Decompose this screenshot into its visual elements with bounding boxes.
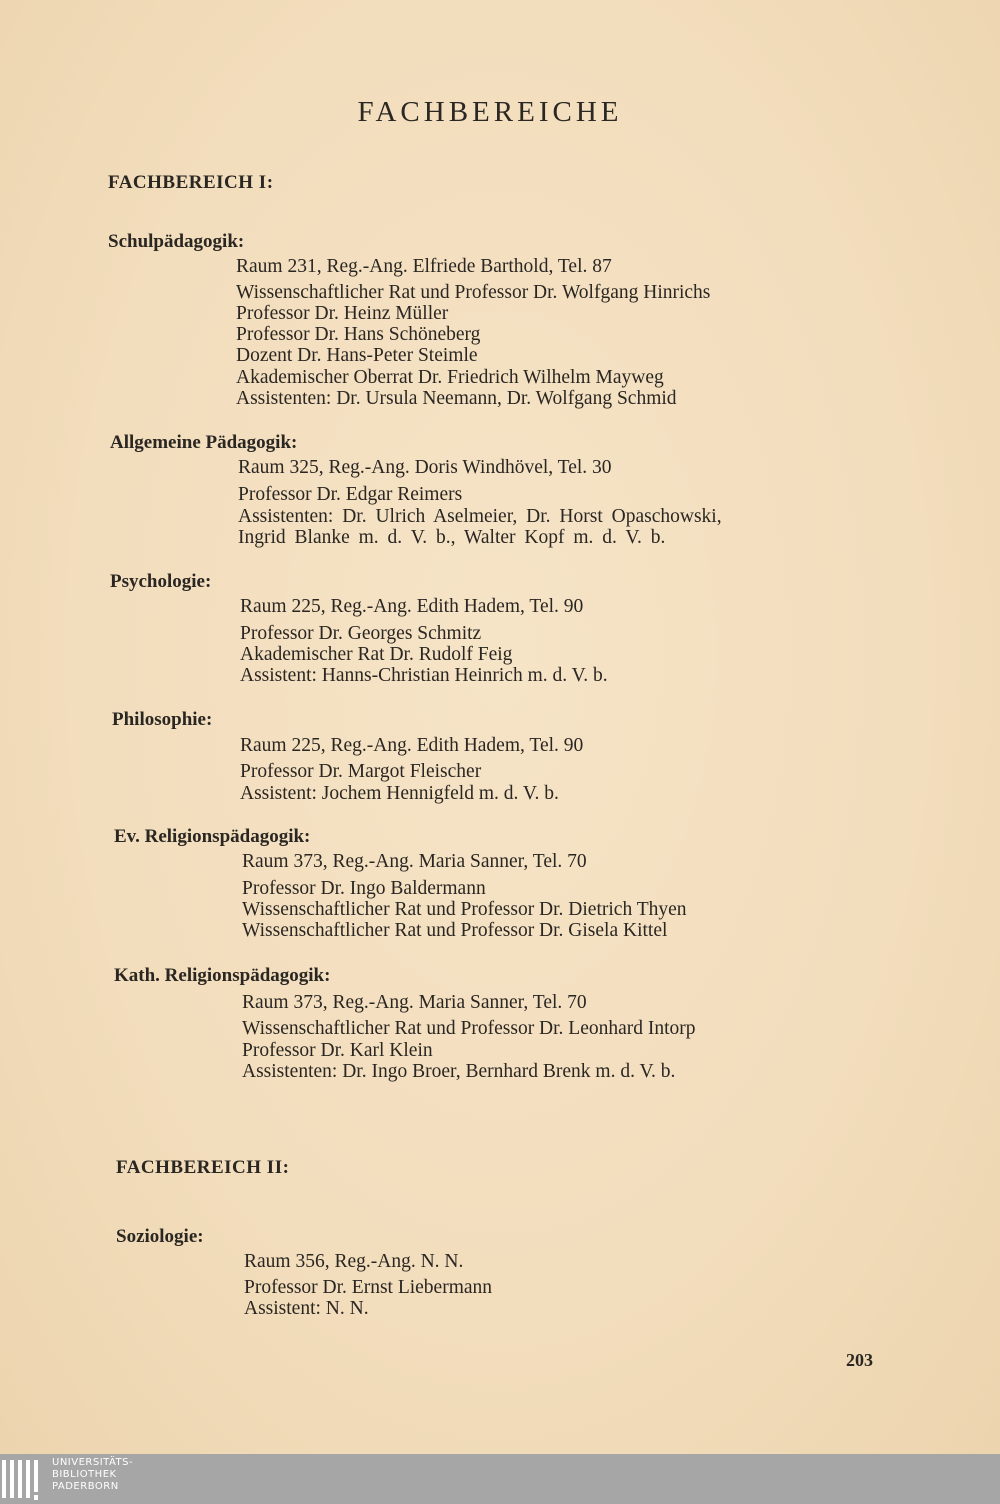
entry-line: Professor Dr. Edgar Reimers (238, 484, 463, 505)
entry-line: Wissenschaftlicher Rat und Professor Dr. Leonhard Intorp (242, 1018, 696, 1039)
entry-line: Assistenten: Dr. Ursula Neemann, Dr. Wolfgang Schmid (236, 388, 677, 409)
entry-line: Ingrid Blanke m. d. V. b., Walter Kopf m. d. V. b. (238, 527, 666, 548)
fachbereich-1-heading: FACHBEREICH I: (108, 172, 274, 193)
entry-line: Professor Dr. Georges Schmitz (240, 623, 482, 644)
entry-line: Wissenschaftlicher Rat und Professor Dr. Dietrich Thyen (242, 899, 687, 920)
logo-line: UNIVERSITÄTS- (52, 1457, 134, 1468)
entry-line: Professor Dr. Hans Schöneberg (236, 324, 481, 345)
entry-line: Raum 225, Reg.-Ang. Edith Hadem, Tel. 90 (240, 596, 584, 617)
library-logo-icon (2, 1460, 46, 1500)
section-heading-schulpaedagogik: Schulpädagogik: (108, 231, 245, 252)
section-heading-ev-religionspaedagogik: Ev. Religionspädagogik: (114, 826, 311, 847)
logo-line: PADERBORN (52, 1481, 119, 1492)
library-logo-text (52, 1457, 133, 1493)
page-title: FACHBEREICHE (357, 96, 623, 128)
entry-line: Assistent: Hanns-Christian Heinrich m. d. V. b. (240, 665, 608, 686)
entry-line: Raum 225, Reg.-Ang. Edith Hadem, Tel. 90 (240, 735, 584, 756)
entry-line: Wissenschaftlicher Rat und Professor Dr. Wolfgang Hinrichs (236, 282, 711, 303)
entry-line: Professor Dr. Karl Klein (242, 1040, 433, 1061)
entry-line: Assistenten: Dr. Ingo Broer, Bernhard Brenk m. d. V. b. (242, 1061, 676, 1082)
entry-line: Wissenschaftlicher Rat und Professor Dr. Gisela Kittel (242, 920, 668, 941)
entry-line: Professor Dr. Ingo Baldermann (242, 878, 486, 899)
library-footer-bar (0, 1454, 1000, 1504)
entry-line: Assistent: Jochem Hennigfeld m. d. V. b. (240, 783, 559, 804)
entry-line: Raum 325, Reg.-Ang. Doris Windhövel, Tel. 30 (238, 457, 612, 478)
entry-line: Professor Dr. Ernst Liebermann (244, 1277, 493, 1298)
entry-line: Raum 356, Reg.-Ang. N. N. (244, 1251, 464, 1272)
section-heading-allgemeine-paedagogik: Allgemeine Pädagogik: (110, 432, 298, 453)
fachbereich-2-heading: FACHBEREICH II: (116, 1157, 290, 1178)
section-heading-philosophie: Philosophie: (112, 709, 213, 730)
entry-line: Akademischer Oberrat Dr. Friedrich Wilhelm Mayweg (236, 367, 664, 388)
section-heading-psychologie: Psychologie: (110, 571, 212, 592)
entry-line: Dozent Dr. Hans-Peter Steimle (236, 345, 478, 366)
logo-line: BIBLIOTHEK (52, 1469, 117, 1480)
entry-line: Raum 231, Reg.-Ang. Elfriede Barthold, Tel. 87 (236, 256, 612, 277)
entry-line: Assistent: N. N. (244, 1298, 369, 1319)
entry-line: Assistenten: Dr. Ulrich Aselmeier, Dr. Horst Opaschowski, (238, 506, 722, 527)
section-heading-soziologie: Soziologie: (116, 1226, 204, 1247)
entry-line: Akademischer Rat Dr. Rudolf Feig (240, 644, 513, 665)
entry-line: Raum 373, Reg.-Ang. Maria Sanner, Tel. 70 (242, 992, 587, 1013)
entry-line: Professor Dr. Margot Fleischer (240, 761, 482, 782)
section-heading-kath-religionspaedagogik: Kath. Religionspädagogik: (114, 965, 331, 986)
entry-line: Raum 373, Reg.-Ang. Maria Sanner, Tel. 70 (242, 851, 587, 872)
entry-line: Professor Dr. Heinz Müller (236, 303, 449, 324)
page-number: 203 (846, 1350, 873, 1370)
